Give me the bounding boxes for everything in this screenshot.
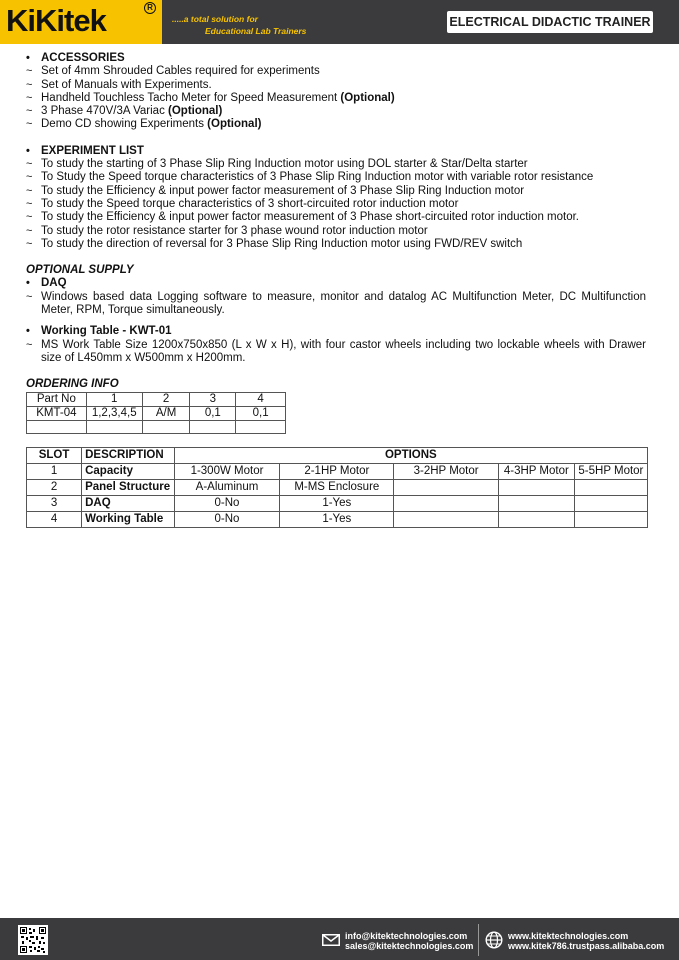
tilde-bullet-icon <box>26 211 38 224</box>
table-row <box>27 479 648 495</box>
table-header-row <box>27 447 648 463</box>
table-cell: KMT-04 <box>27 406 87 420</box>
tilde-bullet-icon <box>26 118 38 131</box>
slot-options-table <box>26 447 648 528</box>
table-cell: 4 <box>27 511 82 527</box>
table-cell: 3-2HP Motor <box>394 463 498 479</box>
daq-description: ~ Windows based data Logging software to measure, monitor and datalog AC Multifunction Meter, DC Multifunction Meter, RPM, Torque simultaneously. <box>26 291 646 318</box>
experiment-list-heading: • EXPERIMENT LIST <box>26 145 646 158</box>
main-content <box>26 52 646 528</box>
table-cell: 3 <box>27 495 82 511</box>
table-cell: Working Table <box>82 511 175 527</box>
ordering-info-heading: ORDERING INFO <box>26 378 119 391</box>
list-item: ~ To Study the Speed torque characteristics of 3 Phase Slip Ring Induction motor with variable rotor resistance <box>26 171 646 184</box>
table-cell: 2-1HP Motor <box>280 463 394 479</box>
logo-text: KiKitek <box>6 3 106 38</box>
table-cell: 0-No <box>174 495 280 511</box>
email-sales-link[interactable]: sales@kitektechnologies.com <box>345 941 474 951</box>
table-cell <box>394 479 498 495</box>
tilde-bullet-icon <box>26 225 38 238</box>
website-addresses <box>508 931 664 951</box>
table-row <box>27 511 648 527</box>
table-header-cell: OPTIONS <box>174 447 647 463</box>
accessories-list <box>26 65 646 131</box>
tagline <box>172 13 306 37</box>
table-cell: 4-3HP Motor <box>498 463 574 479</box>
daq-heading: • DAQ <box>26 277 646 290</box>
table-cell <box>394 511 498 527</box>
table-cell: 0,1 <box>190 406 236 420</box>
list-item: ~ To study the starting of 3 Phase Slip Ring Induction motor using DOL starter & Star/Delta starter <box>26 158 646 171</box>
bullet-icon <box>26 145 38 158</box>
table-cell: M-MS Enclosure <box>280 479 394 495</box>
logo <box>0 0 162 44</box>
working-table-heading: • Working Table - KWT-01 <box>26 325 646 338</box>
list-item: ~ To study the direction of reversal for 3 Phase Slip Ring Induction motor using FWD/REV switch <box>26 238 646 251</box>
table-cell: 4 <box>236 392 286 406</box>
table-cell: 1 <box>86 392 142 406</box>
table-cell: 0,1 <box>236 406 286 420</box>
table-cell: 1-Yes <box>280 511 394 527</box>
tilde-bullet-icon <box>26 339 38 352</box>
document-title: ELECTRICAL DIDACTIC TRAINER <box>447 11 653 33</box>
table-row <box>27 420 286 433</box>
table-cell <box>574 479 647 495</box>
table-cell <box>190 420 236 433</box>
tilde-bullet-icon <box>26 92 38 105</box>
table-cell: A/M <box>142 406 190 420</box>
table-row <box>27 406 286 420</box>
list-item: ~ Set of 4mm Shrouded Cables required for experiments <box>26 65 646 78</box>
table-cell: 0-No <box>174 511 280 527</box>
table-cell <box>394 495 498 511</box>
page-header <box>0 0 679 44</box>
list-item: ~ To study the Efficiency & input power factor measurement of 3 Phase short-circuited rotor induction motor. <box>26 211 646 224</box>
table-cell: 1 <box>27 463 82 479</box>
table-cell: 3 <box>190 392 236 406</box>
table-cell: Capacity <box>82 463 175 479</box>
email-addresses <box>345 931 473 951</box>
table-cell <box>574 495 647 511</box>
tilde-bullet-icon <box>26 185 38 198</box>
bullet-icon <box>26 52 38 65</box>
list-item: ~ Demo CD showing Experiments (Optional) <box>26 118 646 131</box>
table-cell: 2 <box>27 479 82 495</box>
experiment-list <box>26 158 646 251</box>
tilde-bullet-icon <box>26 238 38 251</box>
tagline-line-2: Educational Lab Trainers <box>205 26 307 36</box>
table-cell: DAQ <box>82 495 175 511</box>
tagline-line-1: .....a total solution for <box>172 14 258 24</box>
tilde-bullet-icon <box>26 79 38 92</box>
optional-supply-heading: OPTIONAL SUPPLY <box>26 264 134 277</box>
list-item: ~ Set of Manuals with Experiments. <box>26 79 646 92</box>
footer-divider <box>478 924 479 956</box>
ordering-info-table <box>26 392 286 434</box>
table-cell: Panel Structure <box>82 479 175 495</box>
mail-icon <box>322 934 340 946</box>
page-footer <box>0 918 679 960</box>
bullet-icon <box>26 325 38 338</box>
table-cell <box>498 511 574 527</box>
tilde-bullet-icon <box>26 105 38 118</box>
table-header-cell: SLOT <box>27 447 82 463</box>
working-table-description: ~ MS Work Table Size 1200x750x850 (L x W x H), with four castor wheels including two lockable wheels with Drawer size of L450mm x W500mm x H200mm. <box>26 339 646 366</box>
table-cell <box>236 420 286 433</box>
tilde-bullet-icon <box>26 171 38 184</box>
table-row <box>27 495 648 511</box>
table-cell: 2 <box>142 392 190 406</box>
list-item: ~ To study the Speed torque characteristics of 3 short-circuited rotor induction motor <box>26 198 646 211</box>
accessories-heading: • ACCESSORIES <box>26 52 646 65</box>
tilde-bullet-icon <box>26 158 38 171</box>
table-cell: 1,2,3,4,5 <box>86 406 142 420</box>
globe-icon <box>485 931 503 949</box>
table-cell <box>498 495 574 511</box>
tilde-bullet-icon <box>26 65 38 78</box>
table-cell <box>142 420 190 433</box>
list-item: ~ To study the rotor resistance starter for 3 phase wound rotor induction motor <box>26 225 646 238</box>
bullet-icon <box>26 277 38 290</box>
table-cell <box>574 511 647 527</box>
tilde-bullet-icon <box>26 291 38 304</box>
registered-mark-icon: R <box>144 2 156 14</box>
table-cell: 5-5HP Motor <box>574 463 647 479</box>
qr-code-icon[interactable] <box>18 925 48 955</box>
table-header-cell: DESCRIPTION <box>82 447 175 463</box>
table-cell <box>498 479 574 495</box>
table-cell <box>86 420 142 433</box>
table-row <box>27 392 286 406</box>
tilde-bullet-icon <box>26 198 38 211</box>
list-item: ~ To study the Efficiency & input power factor measurement of 3 Phase Slip Ring Induction motor <box>26 185 646 198</box>
table-cell: A-Aluminum <box>174 479 280 495</box>
table-cell: 1-Yes <box>280 495 394 511</box>
table-cell <box>27 420 87 433</box>
list-item: ~ Handheld Touchless Tacho Meter for Speed Measurement (Optional) <box>26 92 646 105</box>
website-link[interactable]: www.kitektechnologies.com <box>508 931 629 941</box>
alibaba-store-link[interactable]: www.kitek786.trustpass.alibaba.com <box>508 941 665 951</box>
table-cell: 1-300W Motor <box>174 463 280 479</box>
email-info-link[interactable]: info@kitektechnologies.com <box>345 931 468 941</box>
table-row <box>27 463 648 479</box>
table-cell: Part No <box>27 392 87 406</box>
list-item: ~ 3 Phase 470V/3A Variac (Optional) <box>26 105 646 118</box>
